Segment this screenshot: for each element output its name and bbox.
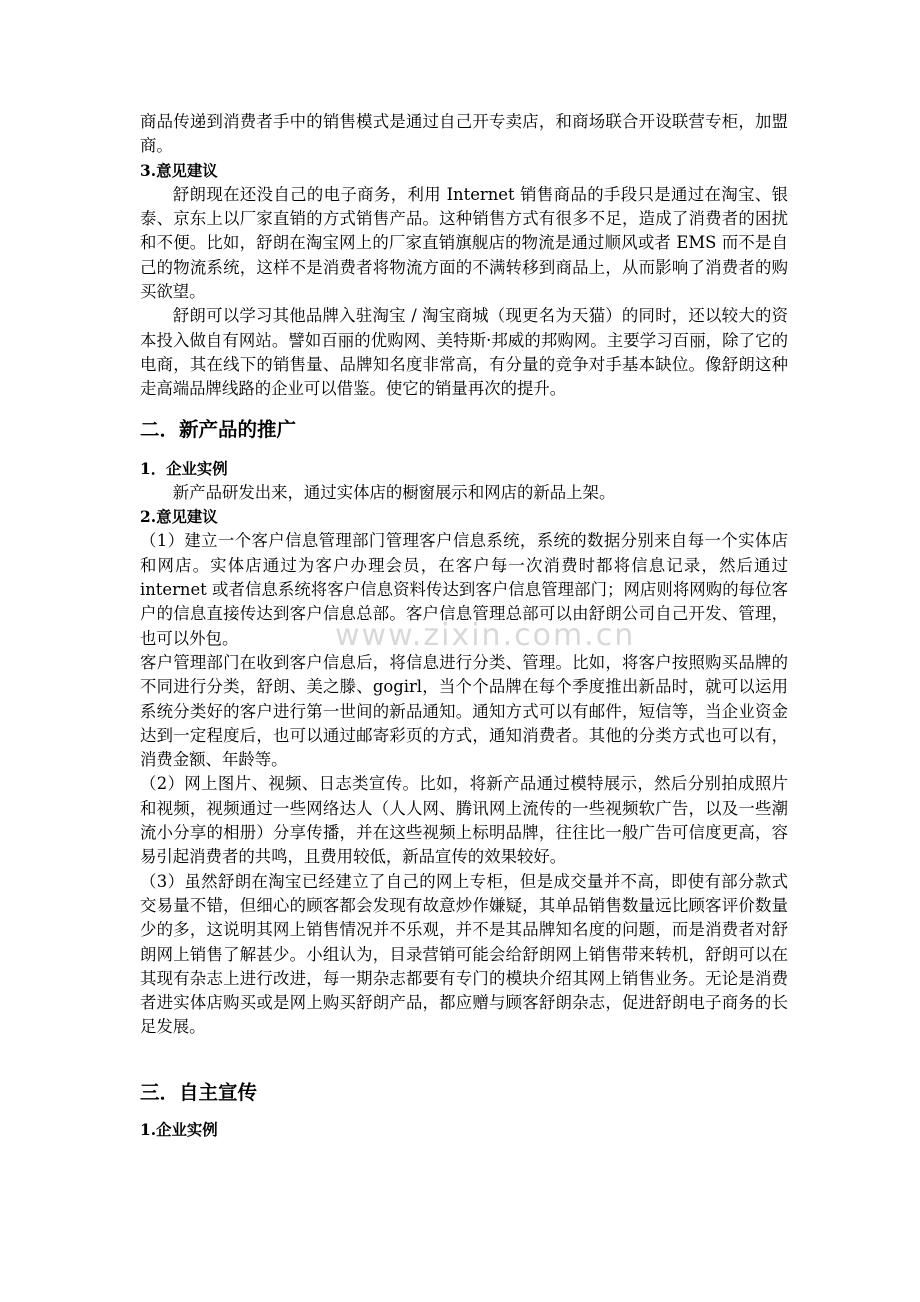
section1-advice-paragraph-2: 舒朗可以学习其他品牌入驻淘宝 / 淘宝商城（现更名为天猫）的同时，还以较大的资本投入做自有网站。譬如百丽的优购网、美特斯·邦威的邦购网。主要学习百丽，除了它的电商，其在线下的销售量、品牌知名度非常高，有分量的竞争对手基本缺位。像舒朗这种走高端品牌线路的企业可以借鉴。使它的销量再次的提升。 [140, 306, 788, 399]
section2-advice-item-2: （2）网上图片、视频、日志类宣传。比如，将新产品通过模特展示，然后分别拍成照片和视频，视频通过一些网络达人（人人网、腾讯网上流传的一些视频软广告，以及一些潮流小分享的相册）分享传播，并在这些视频上标明品牌，往往比一般广告可信度更高，容易引起消费者的共鸣，且费用较低，新品宣传的效果较好。 [140, 774, 788, 867]
document-body [140, 110, 788, 1142]
section2-case-heading: 1．企业实例 [140, 459, 228, 478]
section2-case-paragraph: 新产品研发出来，通过实体店的橱窗展示和网店的新品上架。 [172, 482, 616, 502]
section2-heading: 二．新产品的推广 [140, 417, 297, 441]
section2-advice-item-1-continued: 客户管理部门在收到客户信息后，将信息进行分类、管理。比如，将客户按照购买品牌的不同进行分类，舒朗、美之滕、gogirl，当个个品牌在每个季度推出新品时，就可以运用系统分类好的客户进行第一世间的新品通知。通知方式可以有邮件，短信等，当企业资金达到一定程度后，也可以通过邮寄彩页的方式，通知消费者。其他的分类方式也可以有，消费金额、年龄等。 [140, 652, 788, 770]
section1-advice-heading: 3.意见建议 [140, 161, 218, 180]
section3-case-heading: 1.企业实例 [140, 1120, 218, 1139]
section1-advice-paragraph-1: 舒朗现在还没自己的电子商务，利用 Internet 销售商品的手段只是通过在淘宝、银泰、京东上以厂家直销的方式销售产品。这种销售方式有很多不足，造成了消费者的困扰和不便。比如，舒朗在淘宝网上的厂家直销旗舰店的物流是通过顺风或者 EMS 而不是自己的物流系统，这样不是消费者将物流方面的不满转移到商品上，从而影响了消费者的购买欲望。 [140, 184, 788, 302]
section2-advice-item-3: （3）虽然舒朗在淘宝已经建立了自己的网上专柜，但是成交量并不高，即使有部分款式交易量不错，但细心的顾客都会发现有故意炒作嫌疑，其单品销售数量远比顾客评价数量少的多，这说明其网上销售情况并不乐观，并不是其品牌知名度的问题，而是消费者对舒朗网上销售了解甚少。小组认为，目录营销可能会给舒朗网上销售带来转机，舒朗可以在其现有杂志上进行改进，每一期杂志都要有专门的模块介绍其网上销售业务。无论是消费者进实体店购买或是网上购买舒朗产品，都应赠与顾客舒朗杂志，促进舒朗电子商务的长足发展。 [140, 871, 788, 1037]
intro-paragraph: 商品传递到消费者手中的销售模式是通过自己开专卖店，和商场联合开设联营专柜，加盟商。 [140, 112, 788, 156]
section3-heading: 三．自主宣传 [140, 1080, 258, 1104]
watermark: www.zixin.com.cn [335, 618, 636, 653]
section2-advice-heading: 2.意见建议 [140, 508, 218, 527]
section2-advice-item-1: （1）建立一个客户信息管理部门管理客户信息系统，系统的数据分别来自每一个实体店和网店。实体店通过为客户办理会员，在客户每一次消费时都将信息记录，然后通过 internet 或者信息系统将客户信息资料传达到客户信息管理部门；网店则将网购的每位客户的信息直接传达到客户信息总部。客户信息管理总部可以由舒朗公司自己开发、管理，也可以外包。 [140, 531, 788, 648]
